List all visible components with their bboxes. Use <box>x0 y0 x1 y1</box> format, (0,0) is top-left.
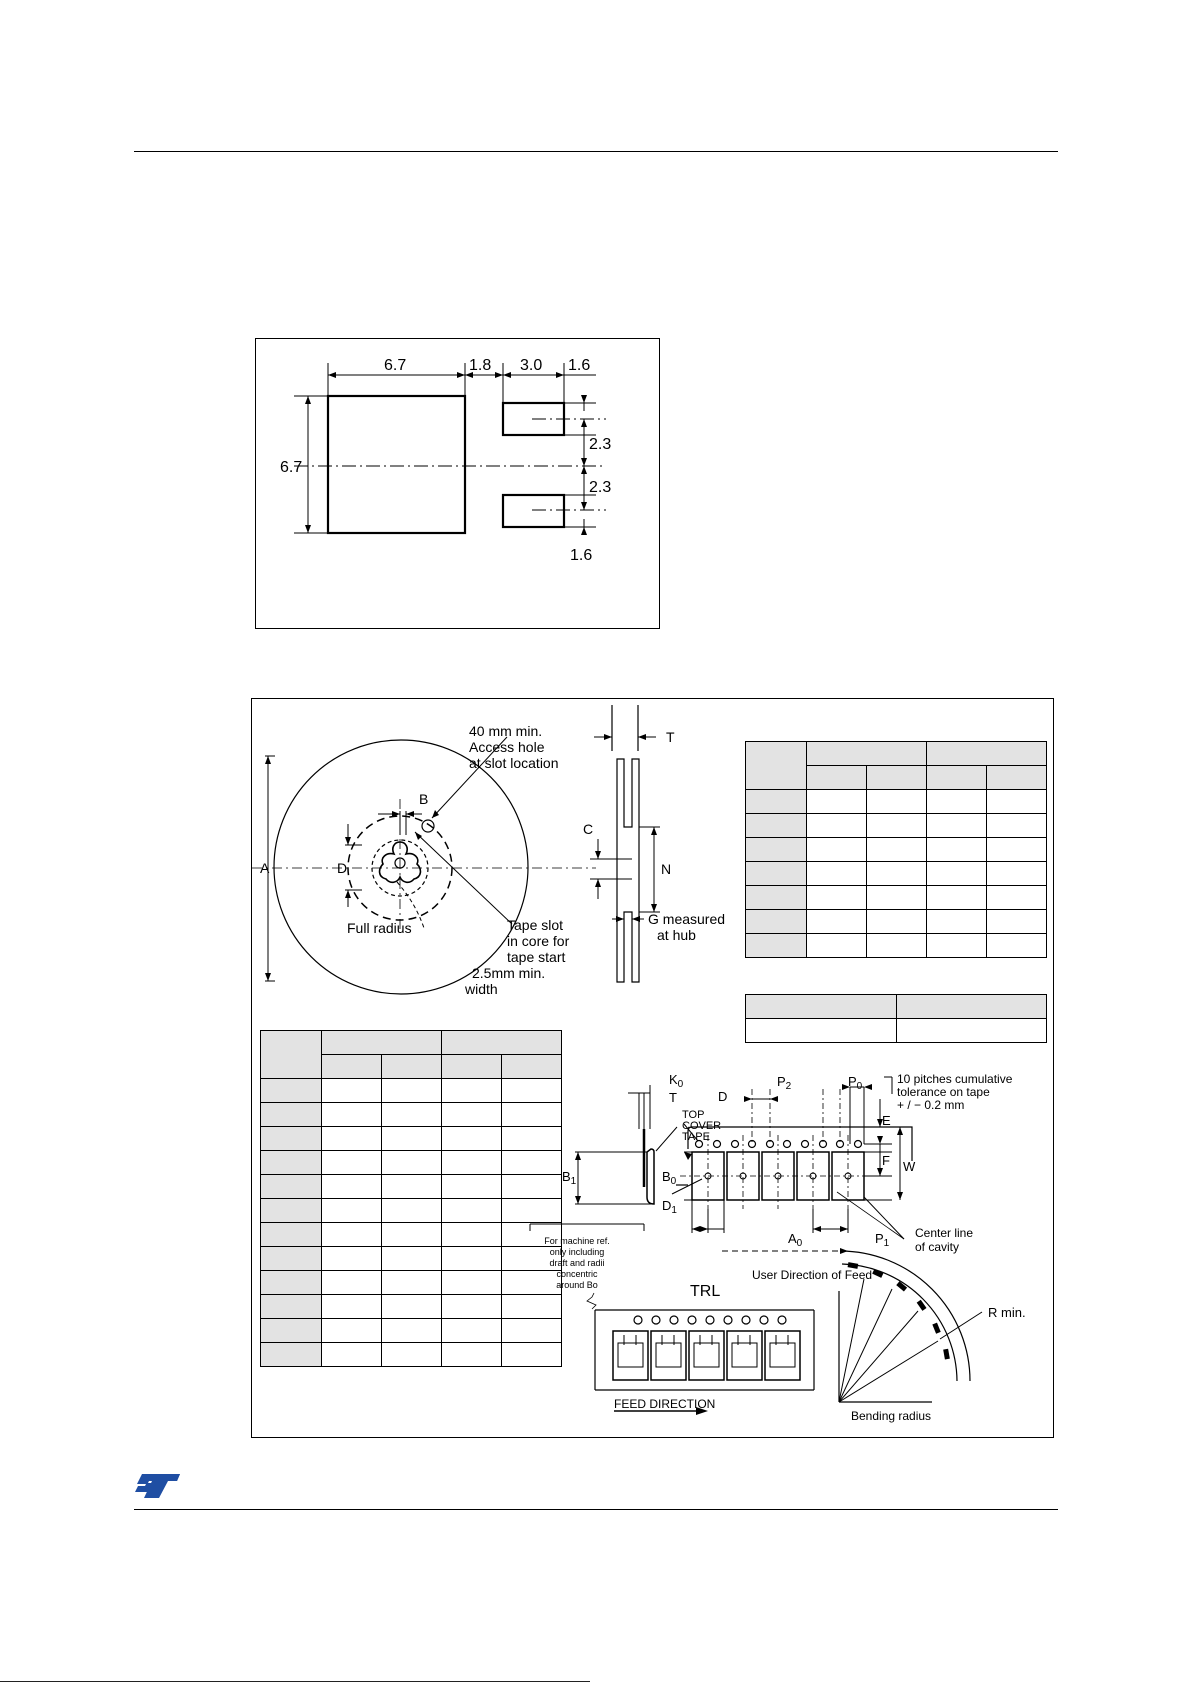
full-radius-label: Full radius <box>347 920 412 936</box>
scan-artifact <box>0 1681 590 1682</box>
reel-base-table <box>745 994 1047 1043</box>
table-row <box>746 838 1047 862</box>
label-t-tape: T <box>669 1090 677 1105</box>
table-row <box>261 1079 562 1103</box>
tape-top-view <box>672 1077 912 1254</box>
label-f: F <box>882 1153 890 1168</box>
feed-direction-label: FEED DIRECTION <box>614 1397 716 1411</box>
tape-slot-line-1: Tape slot <box>507 917 564 933</box>
access-hole-line-3: at slot location <box>469 755 559 771</box>
label-b0: $B_0$ <box>662 1169 677 1187</box>
tape-slot-line-3: tape start <box>507 949 566 965</box>
table-row <box>746 934 1047 958</box>
label-d-tape: D <box>718 1089 728 1104</box>
table-row <box>261 1103 562 1127</box>
table-row <box>261 1247 562 1271</box>
center-line-1: Center line <box>915 1226 974 1240</box>
table-row <box>261 1199 562 1223</box>
st-logo <box>134 1472 182 1505</box>
footer-rule <box>134 1509 1058 1510</box>
reel-side-view <box>590 705 660 982</box>
header-rule <box>134 151 1058 152</box>
tape-slot-line-4: 2.5mm min. <box>472 965 546 981</box>
reel-dimensions-table <box>745 741 1047 958</box>
access-hole-line-1: 40 mm min. <box>469 723 543 739</box>
machine-ref-line-3: draft and radii <box>549 1258 605 1268</box>
table-row <box>746 790 1047 814</box>
machine-ref-line-2: only including <box>549 1247 605 1257</box>
access-hole-line-2: Access hole <box>469 739 545 755</box>
dim-gap: 1.8 <box>469 357 492 374</box>
sprocket-holes <box>696 1141 862 1148</box>
reel-label-t: T <box>666 729 675 745</box>
top-cover-line-3: TAPE <box>682 1131 710 1143</box>
tape-slot-line-2: in core for <box>507 933 570 949</box>
top-cover-line-1: TOP <box>682 1109 705 1121</box>
label-d1: $D_1$ <box>662 1198 677 1216</box>
table-row <box>261 1127 562 1151</box>
g-measured-line-2: at hub <box>657 927 696 943</box>
machine-ref-line-1: For machine ref. <box>544 1236 610 1246</box>
machine-ref-line-5: around Bo <box>556 1280 598 1290</box>
tape-slot-line-5: width <box>465 981 498 997</box>
tolerance-line-2: tolerance on tape <box>897 1085 990 1099</box>
dim-pad-width: 1.6 <box>570 547 593 564</box>
label-w: W <box>903 1159 916 1174</box>
r-min-label: R min. <box>988 1305 1026 1320</box>
st-logo-icon <box>134 1472 182 1500</box>
trl-label: TRL <box>690 1283 721 1300</box>
reel-label-c: C <box>583 821 594 837</box>
body-outline <box>328 396 465 533</box>
table-row <box>746 995 1047 1019</box>
table-row <box>261 1175 562 1199</box>
bending-radius-label: Bending radius <box>851 1409 932 1423</box>
tape-dimensions-table <box>260 1030 562 1367</box>
pad-lower <box>503 495 564 527</box>
label-p1: $P_1$ <box>875 1231 890 1249</box>
user-direction-label: User Direction of Feed <box>752 1268 873 1282</box>
table-row <box>261 1319 562 1343</box>
label-b1: $B_1$ <box>562 1169 577 1187</box>
footprint-drawing <box>256 339 659 628</box>
footprint-figure <box>255 338 660 629</box>
label-p2: $P_2$ <box>777 1074 792 1092</box>
label-p0: $P_0$ <box>848 1074 863 1092</box>
dim-body-width: 6.7 <box>384 357 407 374</box>
dim-pitch-lower: 2.3 <box>589 479 612 496</box>
tolerance-line-1: 10 pitches cumulative <box>897 1072 1013 1086</box>
dim-pad-length: 3.0 <box>520 357 543 374</box>
label-e: E <box>882 1113 891 1128</box>
table-row <box>746 1019 1047 1043</box>
trl-sprocket-holes <box>634 1316 786 1324</box>
dim-body-height: 6.7 <box>280 459 303 476</box>
table-row <box>746 886 1047 910</box>
table-row <box>261 1223 562 1247</box>
table-row <box>261 1343 562 1367</box>
dim-pad-offset: 1.6 <box>568 357 591 374</box>
table-row <box>746 742 1047 766</box>
table-row <box>746 814 1047 838</box>
table-row <box>261 1031 562 1055</box>
label-k0: $K_0$ <box>669 1072 684 1090</box>
tolerance-line-3: + / − 0.2 mm <box>897 1098 965 1112</box>
table-row <box>746 862 1047 886</box>
dim-pitch-upper: 2.3 <box>589 436 612 453</box>
reel-label-d: D <box>337 860 348 876</box>
center-line-2: of cavity <box>915 1240 960 1254</box>
table-row <box>261 1295 562 1319</box>
table-row <box>746 910 1047 934</box>
machine-ref-line-4: concentric <box>556 1269 598 1279</box>
reel-label-a: A <box>260 860 270 876</box>
table-row <box>261 1151 562 1175</box>
g-measured-line-1: G measured <box>648 911 726 927</box>
top-cover-line-2: COVER <box>682 1120 722 1132</box>
table-row <box>261 1271 562 1295</box>
label-a0: $A_0$ <box>788 1231 803 1249</box>
reel-label-n: N <box>661 861 672 877</box>
reel-label-b: B <box>419 791 429 807</box>
trl-parts <box>613 1331 800 1380</box>
